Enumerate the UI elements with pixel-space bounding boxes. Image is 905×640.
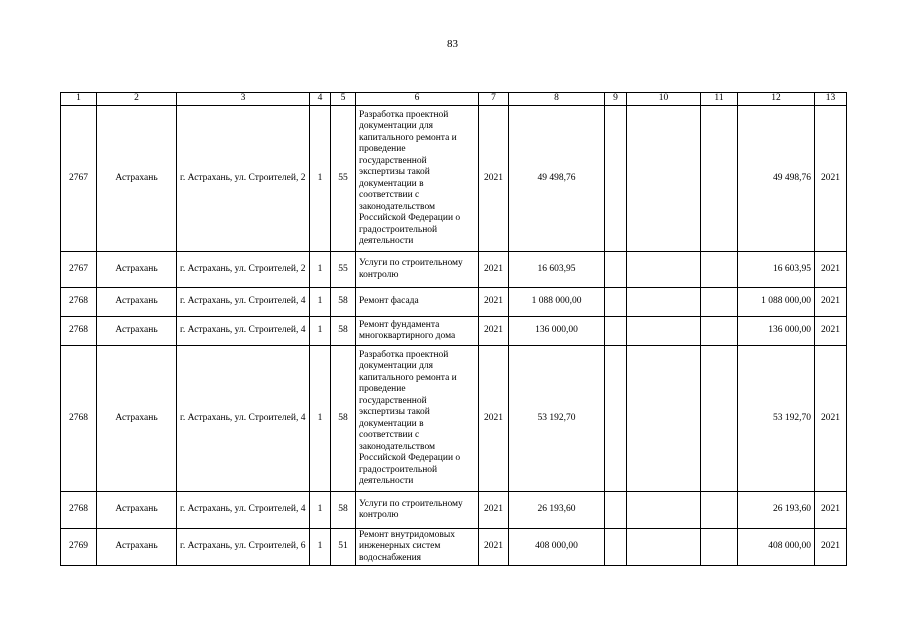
col9-cell xyxy=(605,529,627,566)
table-row xyxy=(61,288,847,317)
amount-cell: 408 000,00 xyxy=(509,529,605,566)
total-cell: 53 192,70 xyxy=(738,346,815,492)
total-cell: 49 498,76 xyxy=(738,106,815,252)
column-header: 7 xyxy=(479,93,509,106)
total-cell: 136 000,00 xyxy=(738,317,815,346)
table-row xyxy=(61,346,847,492)
col5-cell: 58 xyxy=(331,346,356,492)
col9-cell xyxy=(605,492,627,529)
col5-cell: 58 xyxy=(331,288,356,317)
col11-cell xyxy=(701,317,738,346)
house-id-cell: 2768 xyxy=(61,492,97,529)
col10-cell xyxy=(627,317,701,346)
col9-cell xyxy=(605,346,627,492)
col5-cell: 55 xyxy=(331,252,356,288)
col4-cell: 1 xyxy=(310,288,331,317)
house-id-cell: 2769 xyxy=(61,529,97,566)
house-id-cell: 2767 xyxy=(61,252,97,288)
amount-cell: 49 498,76 xyxy=(509,106,605,252)
address-cell: г. Астрахань, ул. Строителей, 4 xyxy=(177,288,310,317)
address-cell: г. Астрахань, ул. Строителей, 4 xyxy=(177,492,310,529)
column-header: 1 xyxy=(61,93,97,106)
col4-cell: 1 xyxy=(310,317,331,346)
column-header: 11 xyxy=(701,93,738,106)
col10-cell xyxy=(627,252,701,288)
year-cell: 2021 xyxy=(479,317,509,346)
column-header: 6 xyxy=(356,93,479,106)
col10-cell xyxy=(627,492,701,529)
col11-cell xyxy=(701,529,738,566)
city-cell: Астрахань xyxy=(97,288,177,317)
year-cell: 2021 xyxy=(479,288,509,317)
year-end-cell: 2021 xyxy=(815,529,847,566)
table-row xyxy=(61,529,847,566)
column-header: 4 xyxy=(310,93,331,106)
col4-cell: 1 xyxy=(310,252,331,288)
col5-cell: 55 xyxy=(331,106,356,252)
year-end-cell: 2021 xyxy=(815,288,847,317)
column-header: 2 xyxy=(97,93,177,106)
work-type-cell: Ремонт внутридомовых инженерных систем водоснабжения xyxy=(356,529,479,566)
address-cell: г. Астрахань, ул. Строителей, 4 xyxy=(177,346,310,492)
column-header: 13 xyxy=(815,93,847,106)
amount-cell: 1 088 000,00 xyxy=(509,288,605,317)
year-end-cell: 2021 xyxy=(815,492,847,529)
table-row xyxy=(61,317,847,346)
year-cell: 2021 xyxy=(479,252,509,288)
col11-cell xyxy=(701,288,738,317)
col10-cell xyxy=(627,288,701,317)
column-header: 12 xyxy=(738,93,815,106)
col10-cell xyxy=(627,346,701,492)
address-cell: г. Астрахань, ул. Строителей, 6 xyxy=(177,529,310,566)
address-cell: г. Астрахань, ул. Строителей, 4 xyxy=(177,317,310,346)
col4-cell: 1 xyxy=(310,529,331,566)
col11-cell xyxy=(701,252,738,288)
city-cell: Астрахань xyxy=(97,106,177,252)
table-row xyxy=(61,492,847,529)
house-id-cell: 2768 xyxy=(61,317,97,346)
house-id-cell: 2768 xyxy=(61,346,97,492)
column-header: 8 xyxy=(509,93,605,106)
year-cell: 2021 xyxy=(479,492,509,529)
year-end-cell: 2021 xyxy=(815,252,847,288)
column-header: 10 xyxy=(627,93,701,106)
work-type-cell: Ремонт фасада xyxy=(356,288,479,317)
col9-cell xyxy=(605,288,627,317)
total-cell: 408 000,00 xyxy=(738,529,815,566)
table-row xyxy=(61,252,847,288)
address-cell: г. Астрахань, ул. Строителей, 2 xyxy=(177,252,310,288)
amount-cell: 16 603,95 xyxy=(509,252,605,288)
col11-cell xyxy=(701,106,738,252)
city-cell: Астрахань xyxy=(97,346,177,492)
col4-cell: 1 xyxy=(310,492,331,529)
col5-cell: 58 xyxy=(331,317,356,346)
total-cell: 26 193,60 xyxy=(738,492,815,529)
work-type-cell: Разработка проектной документации для капитального ремонта и проведение государственной экспертизы такой документации в соответствии с законодательством Российской Федерации о градостроительной деятельности xyxy=(356,346,479,492)
work-type-cell: Разработка проектной документации для капитального ремонта и проведение государственной экспертизы такой документации в соответствии с законодательством Российской Федерации о градостроительной деятельности xyxy=(356,106,479,252)
year-end-cell: 2021 xyxy=(815,317,847,346)
work-type-cell: Услуги по строительному контролю xyxy=(356,252,479,288)
col5-cell: 51 xyxy=(331,529,356,566)
header-row xyxy=(61,93,847,106)
house-id-cell: 2768 xyxy=(61,288,97,317)
col9-cell xyxy=(605,252,627,288)
col11-cell xyxy=(701,492,738,529)
column-header: 5 xyxy=(331,93,356,106)
year-cell: 2021 xyxy=(479,346,509,492)
column-header: 3 xyxy=(177,93,310,106)
work-type-cell: Ремонт фундамента многоквартирного дома xyxy=(356,317,479,346)
col4-cell: 1 xyxy=(310,106,331,252)
house-id-cell: 2767 xyxy=(61,106,97,252)
col10-cell xyxy=(627,529,701,566)
registry-table xyxy=(60,92,847,566)
col10-cell xyxy=(627,106,701,252)
city-cell: Астрахань xyxy=(97,252,177,288)
amount-cell: 136 000,00 xyxy=(509,317,605,346)
column-header: 9 xyxy=(605,93,627,106)
city-cell: Астрахань xyxy=(97,492,177,529)
total-cell: 16 603,95 xyxy=(738,252,815,288)
col11-cell xyxy=(701,346,738,492)
table-row xyxy=(61,106,847,252)
amount-cell: 26 193,60 xyxy=(509,492,605,529)
total-cell: 1 088 000,00 xyxy=(738,288,815,317)
city-cell: Астрахань xyxy=(97,317,177,346)
year-end-cell: 2021 xyxy=(815,346,847,492)
year-cell: 2021 xyxy=(479,529,509,566)
amount-cell: 53 192,70 xyxy=(509,346,605,492)
col9-cell xyxy=(605,106,627,252)
work-type-cell: Услуги по строительному контролю xyxy=(356,492,479,529)
year-cell: 2021 xyxy=(479,106,509,252)
col9-cell xyxy=(605,317,627,346)
city-cell: Астрахань xyxy=(97,529,177,566)
col5-cell: 58 xyxy=(331,492,356,529)
page-number: 83 xyxy=(447,38,458,50)
col4-cell: 1 xyxy=(310,346,331,492)
year-end-cell: 2021 xyxy=(815,106,847,252)
address-cell: г. Астрахань, ул. Строителей, 2 xyxy=(177,106,310,252)
